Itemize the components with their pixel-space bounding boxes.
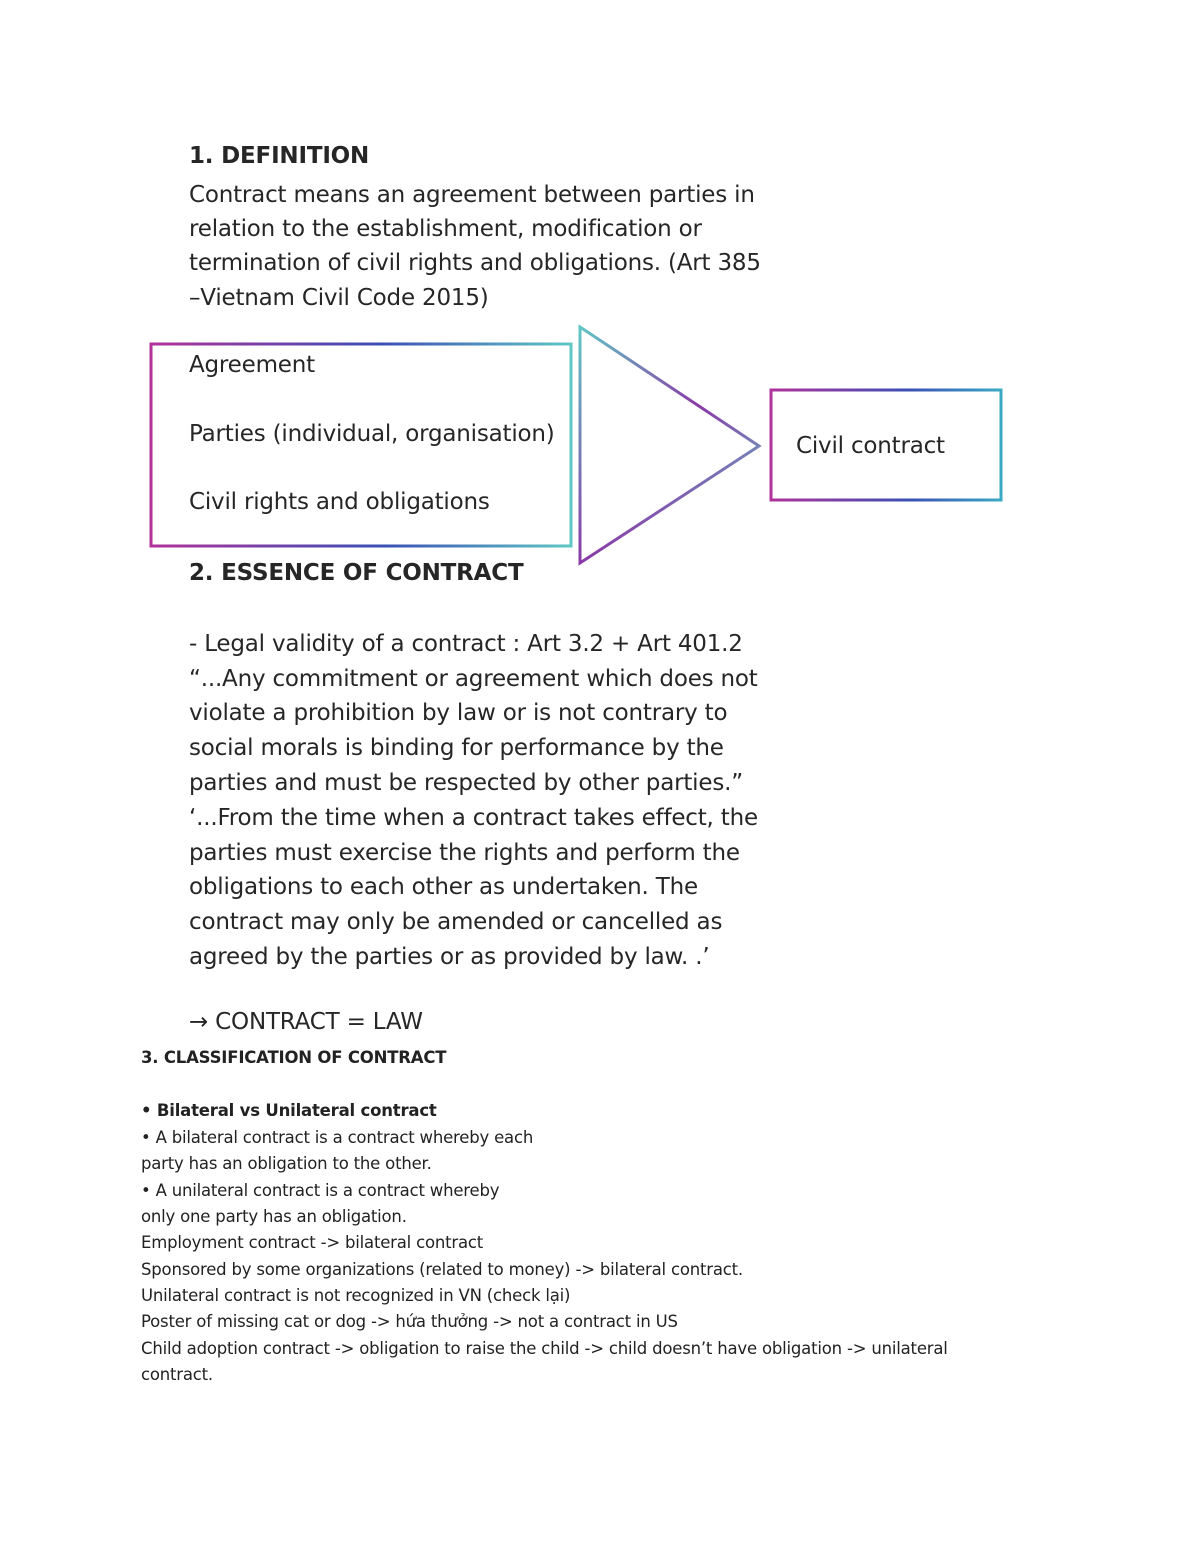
essence-line-3: violate a prohibition by law or is not contrary to (189, 700, 728, 726)
classification-line-9: Child adoption contract -> obligation to raise the child -> child doesn’t have obligation -> unilateral (141, 1339, 948, 1358)
classification-line-3: • A unilateral contract is a contract whereby (141, 1181, 500, 1200)
essence-line-9: contract may only be amended or cancelled as (189, 909, 723, 935)
essence-line-5: parties and must be respected by other parties.” (189, 770, 743, 796)
left-box-item-agreement: Agreement (189, 352, 315, 378)
essence-line-2: “...Any commitment or agreement which does not (189, 666, 758, 692)
definition-diagram (0, 0, 1200, 600)
classification-line-1: • A bilateral contract is a contract whereby each (141, 1128, 534, 1147)
left-box-item-rights: Civil rights and obligations (189, 489, 490, 515)
definition-line-2: relation to the establishment, modification or (189, 216, 702, 242)
arrow-triangle (580, 327, 759, 563)
definition-line-4: –Vietnam Civil Code 2015) (189, 285, 489, 311)
classification-line-7: Unilateral contract is not recognized in VN (check lại) (141, 1286, 571, 1305)
essence-line-8: obligations to each other as undertaken. The (189, 874, 698, 900)
essence-line-4: social morals is binding for performance by the (189, 735, 724, 761)
definition-line-3: termination of civil rights and obligations. (Art 385 (189, 250, 761, 276)
classification-line-2: party has an obligation to the other. (141, 1154, 432, 1173)
classification-line-10: contract. (141, 1365, 213, 1384)
section-3-heading: 3. CLASSIFICATION OF CONTRACT (141, 1048, 447, 1067)
essence-line-10: agreed by the parties or as provided by law. .’ (189, 944, 710, 970)
left-box-item-parties: Parties (individual, organisation) (189, 421, 555, 447)
bilateral-unilateral-title: • Bilateral vs Unilateral contract (141, 1101, 437, 1120)
contract-equals-law: → CONTRACT = LAW (189, 1009, 423, 1035)
classification-line-6: Sponsored by some organizations (related to money) -> bilateral contract. (141, 1260, 743, 1279)
classification-line-8: Poster of missing cat or dog -> hứa thưởng -> not a contract in US (141, 1312, 678, 1331)
right-box-label: Civil contract (796, 433, 945, 459)
section-2-heading: 2. ESSENCE OF CONTRACT (189, 560, 524, 586)
section-1-heading: 1. DEFINITION (189, 143, 370, 169)
classification-line-4: only one party has an obligation. (141, 1207, 407, 1226)
essence-line-7: parties must exercise the rights and perform the (189, 840, 740, 866)
classification-line-5: Employment contract -> bilateral contract (141, 1233, 484, 1252)
essence-line-1: - Legal validity of a contract : Art 3.2 + Art 401.2 (189, 631, 743, 657)
definition-line-1: Contract means an agreement between parties in (189, 182, 755, 208)
essence-line-6: ‘...From the time when a contract takes effect, the (189, 805, 758, 831)
